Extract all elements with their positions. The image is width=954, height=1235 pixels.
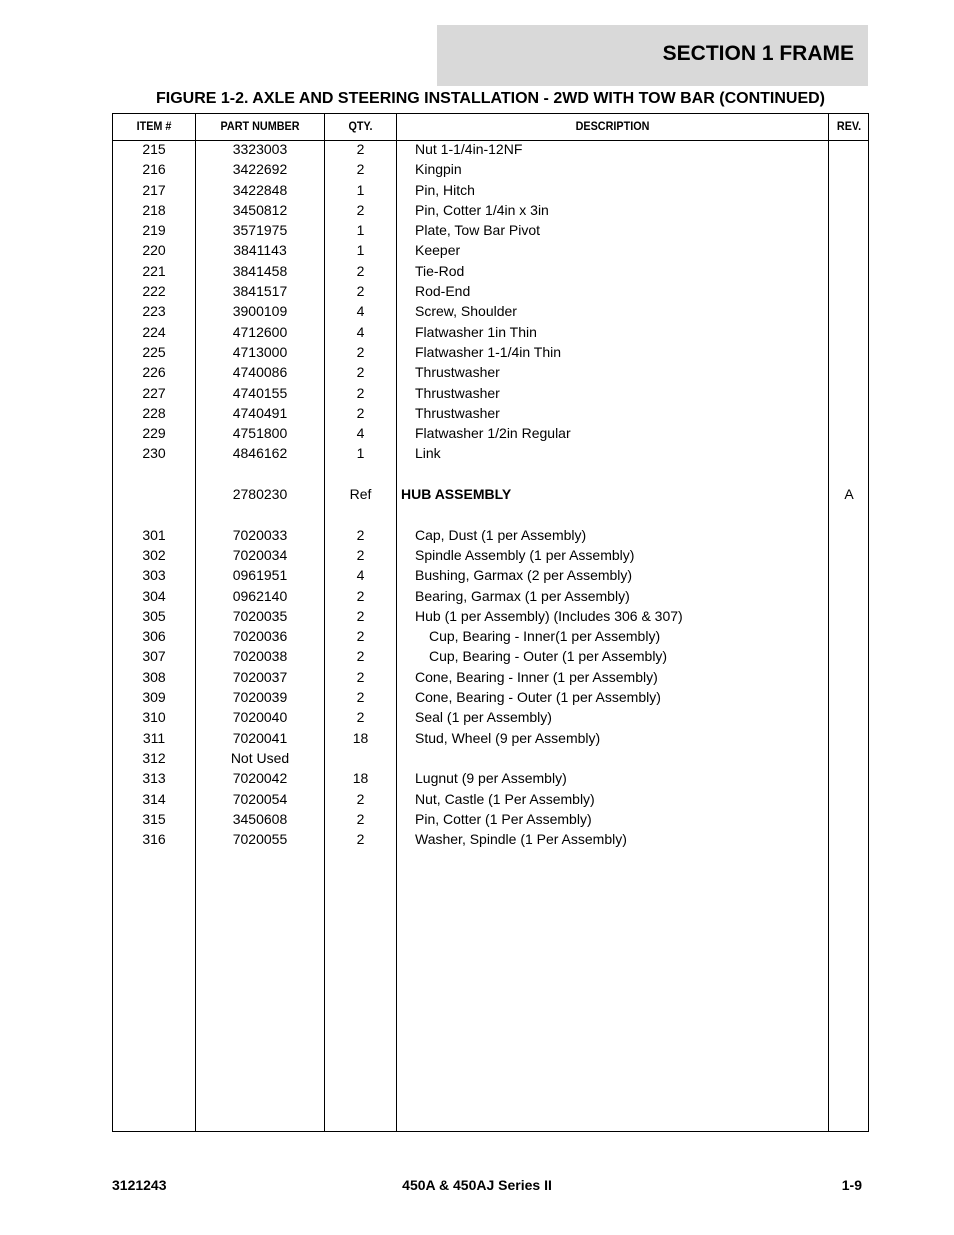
description: Pin, Hitch [415,181,475,198]
header-rev: REV. [836,119,862,133]
part-number: Not Used [230,749,290,766]
description: Cap, Dust (1 per Assembly) [415,526,587,543]
quantity: 2 [356,141,365,157]
table-row [113,832,868,852]
quantity: 1 [356,222,365,239]
description: Bearing, Garmax (1 per Assembly) [415,587,630,604]
table-row [113,771,868,791]
table-row [113,487,868,507]
table-row [113,548,868,568]
part-number: 4712600 [232,323,288,340]
item-number: 215 [142,141,166,157]
quantity: 2 [356,709,365,726]
table-row [113,142,868,162]
table-row [113,690,868,710]
quantity: 2 [356,607,365,624]
item-number: 311 [142,729,166,746]
quantity: 2 [356,526,365,543]
quantity: 4 [356,303,365,320]
part-number: 3422848 [232,181,288,198]
part-number: 3841143 [233,242,287,259]
description: Cone, Bearing - Outer (1 per Assembly) [415,689,661,706]
description: Plate, Tow Bar Pivot [415,222,541,239]
item-number: 310 [142,709,166,726]
table-row [113,183,868,203]
quantity: 2 [356,689,365,706]
part-number: 2780230 [232,486,288,503]
description: Flatwasher 1-1/4in Thin [415,343,562,360]
part-number: 4740086 [232,364,288,381]
table-row [113,589,868,609]
part-number: 4751800 [232,425,288,442]
section-banner [437,25,868,86]
header-description: DESCRIPTION [575,119,650,133]
table-row [113,426,868,446]
table-row [113,406,868,426]
table-row [113,649,868,669]
description: Nut, Castle (1 Per Assembly) [415,790,595,807]
item-number: 221 [142,262,166,279]
description: Cup, Bearing - Inner(1 per Assembly) [429,628,661,645]
item-number: 224 [142,323,166,340]
item-number: 308 [142,668,166,685]
part-number: 4713000 [232,343,288,360]
item-number: 223 [142,303,166,320]
description: Pin, Cotter (1 Per Assembly) [415,810,592,827]
header-item: ITEM # [136,119,172,133]
description: Seal (1 per Assembly) [415,709,552,726]
description: Kingpin [415,161,462,178]
description: Keeper [415,242,461,259]
part-number: 7020055 [232,831,288,848]
spacer-row [113,467,868,487]
table-row [113,304,868,324]
table-row [113,243,868,263]
description: Pin, Cotter 1/4in x 3in [415,201,549,218]
table-row [113,629,868,649]
description: Thrustwasher [415,364,500,381]
part-number: 7020039 [232,689,288,706]
description: Cone, Bearing - Inner (1 per Assembly) [415,668,658,685]
table-row [113,670,868,690]
quantity: 1 [356,445,365,462]
description: Stud, Wheel (9 per Assembly) [415,729,601,746]
description: Screw, Shoulder [415,303,517,320]
item-number: 229 [142,425,166,442]
quantity: 2 [356,404,365,421]
item-number: 219 [142,222,166,239]
table-row [113,528,868,548]
item-number: 222 [142,283,166,300]
part-number: 7020034 [232,546,288,563]
part-number: 4740155 [232,384,288,401]
part-number: 7020033 [232,526,288,543]
table-row [113,751,868,771]
part-number: 3900109 [232,303,288,320]
description: Thrustwasher [415,384,500,401]
description: Spindle Assembly (1 per Assembly) [415,546,635,563]
quantity: 2 [356,364,365,381]
description: Thrustwasher [415,404,500,421]
part-number: 7020041 [232,729,288,746]
part-number: 3841458 [232,262,288,279]
quantity: Ref [349,486,372,503]
item-number: 216 [142,161,166,178]
item-number: 218 [142,201,166,218]
spacer-row [113,507,868,527]
quantity: 2 [356,283,365,300]
model-name: 450A & 450AJ Series II [402,1177,552,1193]
table-row [113,609,868,629]
table-row [113,710,868,730]
part-number: 0961951 [232,567,288,584]
table-row [113,325,868,345]
section-title: SECTION 1 FRAME [662,42,854,65]
description: Rod-End [415,283,471,300]
item-number: 309 [142,689,166,706]
part-number: 7020037 [232,668,288,685]
document-number: 3121243 [112,1177,167,1193]
description: Nut 1-1/4in-12NF [415,141,523,157]
part-number: 3450812 [232,201,288,218]
item-number: 312 [142,749,166,766]
item-number: 316 [142,831,166,848]
table-row [113,365,868,385]
quantity: 2 [356,201,365,218]
quantity: 2 [356,628,365,645]
table-body [113,142,868,852]
description: HUB ASSEMBLY [401,486,512,503]
quantity: 4 [356,425,365,442]
quantity: 2 [356,161,365,178]
part-number: 0962140 [232,587,288,604]
parts-table [112,113,869,1132]
part-number: 7020042 [232,770,288,787]
quantity: 2 [356,831,365,848]
quantity: 2 [356,648,365,665]
quantity: 1 [356,242,365,259]
quantity: 1 [356,181,365,198]
part-number: 3323003 [232,141,288,157]
item-number: 230 [142,445,166,462]
item-number: 301 [142,526,166,543]
quantity: 2 [356,587,365,604]
description: Hub (1 per Assembly) (Includes 306 & 307) [415,607,683,624]
part-number: 4740491 [232,404,288,421]
part-number: 7020040 [232,709,288,726]
part-number: 3571975 [232,222,288,239]
part-number: 3422692 [232,161,288,178]
item-number: 315 [142,810,166,827]
table-row [113,812,868,832]
item-number: 228 [142,404,166,421]
quantity: 4 [356,567,365,584]
item-number: 220 [142,242,166,259]
quantity: 18 [352,729,369,746]
part-number: 7020035 [232,607,288,624]
quantity: 2 [356,384,365,401]
description: Lugnut (9 per Assembly) [415,770,567,787]
part-number: 3450608 [232,810,288,827]
description: Bushing, Garmax (2 per Assembly) [415,567,633,584]
item-number: 227 [142,384,166,401]
description: Flatwasher 1in Thin [415,323,537,340]
table-row [113,162,868,182]
description: Link [415,445,441,462]
quantity: 2 [356,262,365,279]
part-number: 7020038 [232,648,288,665]
item-number: 305 [142,607,166,624]
description: Flatwasher 1/2in Regular [415,425,571,442]
table-row [113,446,868,466]
quantity: 2 [356,546,365,563]
part-number: 3841517 [232,283,288,300]
quantity: 2 [356,343,365,360]
item-number: 302 [142,546,166,563]
quantity: 2 [356,810,365,827]
item-number: 304 [142,587,166,604]
item-number: 314 [142,790,166,807]
page-number: 1-9 [841,1177,862,1193]
quantity: 2 [356,790,365,807]
table-row [113,568,868,588]
description: Tie-Rod [415,262,465,279]
item-number: 306 [142,628,166,645]
table-row [113,731,868,751]
header-part-number: PART NUMBER [220,119,300,133]
quantity: 4 [356,323,365,340]
item-number: 313 [142,770,166,787]
part-number: 7020036 [232,628,288,645]
item-number: 303 [142,567,166,584]
part-number: 4846162 [232,445,288,462]
item-number: 307 [142,648,166,665]
table-row [113,203,868,223]
quantity: 18 [352,770,369,787]
revision: A [844,486,854,503]
table-row [113,386,868,406]
description: Cup, Bearing - Outer (1 per Assembly) [429,648,668,665]
table-row [113,345,868,365]
description: Washer, Spindle (1 Per Assembly) [415,831,627,848]
item-number: 226 [142,364,166,381]
figure-title: FIGURE 1-2. AXLE AND STEERING INSTALLATION - 2WD WITH TOW BAR (CONTINUED) [155,90,825,107]
table-row [113,284,868,304]
quantity: 2 [356,668,365,685]
table-row [113,264,868,284]
item-number: 225 [142,343,166,360]
header-qty: QTY. [348,119,373,133]
table-row [113,223,868,243]
item-number: 217 [142,181,166,198]
part-number: 7020054 [232,790,288,807]
table-row [113,792,868,812]
